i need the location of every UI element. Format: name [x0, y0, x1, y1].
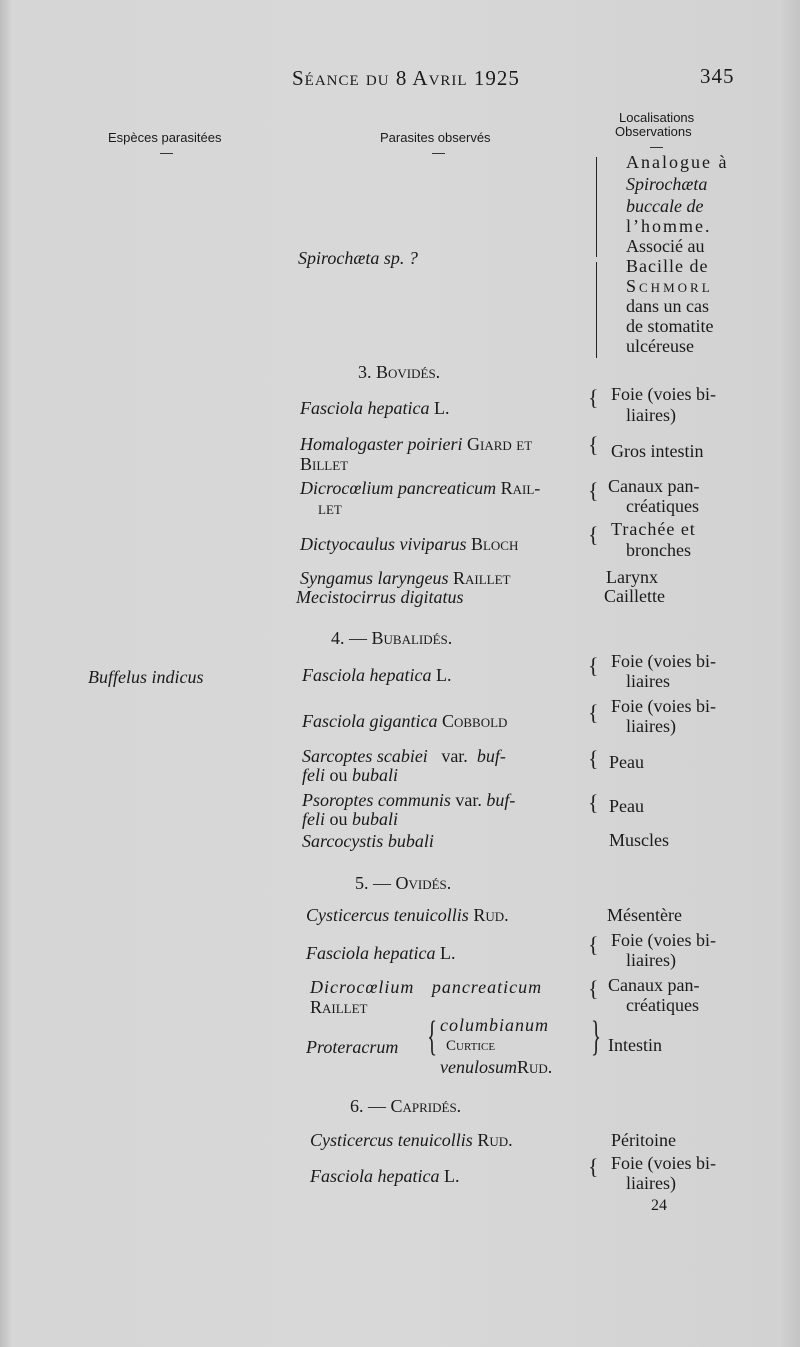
parasite-species: columbianum	[440, 1015, 549, 1035]
localisation-line: Canaux pan-	[608, 476, 700, 496]
column-dash-observations: —	[650, 139, 663, 154]
brace-mark: {	[588, 932, 599, 957]
host-species: Buffelus indicus	[88, 667, 204, 687]
observation-text: buccale de	[626, 196, 704, 216]
brace-mark: {	[588, 385, 599, 410]
parasite-author: Giard et	[467, 434, 533, 454]
localisation-line: Trachée et	[611, 519, 696, 539]
localisation-line: liaires)	[626, 716, 676, 736]
localisation-line: Gros intestin	[611, 441, 704, 461]
brace-mark: {	[588, 653, 599, 678]
brace-left: {	[427, 1014, 438, 1060]
localisation-line: créatiques	[626, 995, 699, 1015]
observation-line	[626, 196, 703, 217]
parasite-entry	[296, 587, 464, 608]
observation-line: Associé au	[626, 236, 705, 256]
parasite-name: Dictyocaulus viviparus	[300, 534, 467, 554]
brace-mark: {	[588, 432, 599, 457]
localisation-line: liaires)	[626, 405, 676, 425]
parasite-variety-name: feli	[302, 765, 325, 785]
brace-mark: {	[588, 746, 599, 771]
section-heading-caprides: 6. — Capridés.	[350, 1096, 462, 1116]
localisation-line: Foie (voies bi-	[611, 930, 716, 950]
parasite-name: Sarcocystis bubali	[302, 831, 434, 851]
observation-line: de stomatite	[626, 316, 714, 336]
parasite-variety: var.	[441, 746, 468, 766]
brace-mark: {	[588, 1154, 599, 1179]
signature-mark: 24	[651, 1197, 667, 1214]
localisation-line: Péritoine	[611, 1130, 676, 1150]
localisation-line: Peau	[609, 796, 644, 816]
parasite-author: Rail-	[500, 478, 541, 498]
parasite-name: Fasciola hepatica	[302, 665, 432, 685]
observation-line: Schmorl	[626, 276, 713, 296]
section-heading-bubalides: 4. — Bubalidés.	[331, 628, 453, 648]
page-number: 345	[700, 64, 735, 88]
parasite-name: Fasciola hepatica	[306, 943, 436, 963]
parasite-name: Syngamus laryngeus	[300, 568, 449, 588]
column-header-observations: Observations	[615, 124, 692, 139]
parasite-author: L.	[433, 398, 450, 418]
parasite-entry	[310, 1130, 513, 1151]
parasite-entry	[302, 665, 451, 686]
parasite-name: Mecistocirrus digitatus	[296, 587, 464, 607]
parasite-conjunction: ou	[329, 765, 348, 785]
brace-line-upper	[596, 157, 597, 257]
localisation-line: Foie (voies bi-	[611, 696, 716, 716]
parasite-name: Sarcoptes scabiei	[302, 746, 428, 766]
localisation-line: liaires	[626, 671, 670, 691]
parasite-variety: var.	[455, 790, 482, 810]
localisation-line: liaires)	[626, 1173, 676, 1193]
observation-line: l’homme.	[626, 216, 712, 236]
localisation-line: liaires)	[626, 950, 676, 970]
parasite-name: Dicrocœlium pancreaticum	[310, 977, 543, 997]
column-dash-species: —	[160, 145, 173, 160]
parasite-variety-name: feli	[302, 809, 325, 829]
parasite-author-cont: Billet	[300, 454, 349, 474]
parasite-entry	[310, 1166, 459, 1187]
parasite-spirochaeta: Spirochæta sp. ?	[298, 248, 418, 268]
parasite-entry-cont	[302, 765, 398, 786]
parasite-author: L.	[439, 943, 456, 963]
parasite-species: venulosum	[440, 1057, 517, 1077]
localisation-line: Canaux pan-	[608, 975, 700, 995]
localisation-line: Muscles	[609, 830, 669, 850]
brace-mark: {	[588, 976, 599, 1001]
localisation-line: bronches	[626, 540, 691, 560]
parasite-author: Rud.	[477, 1130, 513, 1150]
parasite-name: Psoroptes communis	[302, 790, 451, 810]
parasite-entry	[300, 434, 532, 455]
parasite-variety-name: bubali	[352, 809, 399, 829]
parasite-entry	[306, 943, 455, 964]
localisation-line: créatiques	[626, 496, 699, 516]
localisation-line: Larynx	[606, 567, 658, 587]
parasite-author-cont: let	[318, 498, 342, 518]
parasite-variety-name: bubali	[352, 765, 399, 785]
parasite-name: Homalogaster poirieri	[300, 434, 463, 454]
parasite-name: Fasciola hepatica	[310, 1166, 440, 1186]
column-header-parasites: Parasites observés	[380, 130, 491, 145]
parasite-entry	[440, 1057, 552, 1078]
parasite-entry	[306, 905, 509, 926]
localisation-line: Foie (voies bi-	[611, 651, 716, 671]
parasite-author: Raillet	[452, 568, 511, 588]
localisation-line: Peau	[609, 752, 644, 772]
parasite-author: Rud.	[473, 905, 509, 925]
section-heading-bovides: 3. Bovidés.	[358, 362, 441, 382]
parasite-variety-name: buf-	[476, 746, 506, 766]
brace-mark: {	[588, 478, 599, 503]
column-header-localisations: Localisations	[619, 110, 695, 125]
parasite-author: Raillet	[310, 997, 368, 1017]
parasite-name: Dicrocœlium pancreaticum	[300, 478, 497, 498]
parasite-author: Bloch	[470, 534, 519, 554]
parasite-name: Cysticercus tenuicollis	[306, 905, 469, 925]
localisation-line: Mésentère	[607, 905, 682, 925]
brace-right: }	[591, 1014, 602, 1060]
parasite-entry	[302, 746, 506, 767]
parasite-author: L.	[435, 665, 452, 685]
parasite-entry	[302, 711, 507, 732]
brace-mark: {	[588, 700, 599, 725]
brace-mark: {	[588, 790, 599, 815]
observation-line: ulcéreuse	[626, 336, 694, 356]
parasite-name: Fasciola hepatica	[300, 398, 430, 418]
parasite-entry	[300, 398, 449, 419]
observation-line: Bacille de	[626, 256, 709, 276]
parasite-author: Curtice	[446, 1038, 496, 1054]
observation-line: dans un cas	[626, 296, 709, 316]
observation-line: Analogue à	[626, 152, 729, 172]
parasite-name: Fasciola gigantica	[302, 711, 438, 731]
localisation-line: Foie (voies bi-	[611, 1153, 716, 1173]
parasite-entry	[300, 568, 510, 589]
localisation-line: Foie (voies bi-	[611, 384, 716, 404]
parasite-variety-name: buf-	[486, 790, 516, 810]
localisation-line: Caillette	[604, 586, 665, 606]
parasite-name: Cysticercus tenuicollis	[310, 1130, 473, 1150]
parasite-entry	[300, 478, 540, 499]
parasite-entry	[300, 534, 518, 555]
column-header-species: Espèces parasitées	[108, 130, 222, 145]
parasite-author: Rud.	[516, 1057, 553, 1077]
parasite-entry	[302, 790, 515, 811]
parasite-genus: Proteracrum	[306, 1037, 399, 1057]
running-title: Séance du 8 Avril 1925	[292, 66, 520, 90]
localisation-line: Intestin	[608, 1035, 662, 1055]
column-dash-parasites: —	[432, 145, 445, 160]
parasite-entry-cont	[302, 809, 398, 830]
brace-line-lower	[596, 262, 597, 358]
parasite-conjunction: ou	[329, 809, 348, 829]
parasite-author: L.	[443, 1166, 460, 1186]
observation-line: Spirochæta	[626, 174, 708, 194]
section-heading-ovides: 5. — Ovidés.	[355, 873, 452, 893]
brace-mark: {	[588, 522, 599, 547]
parasite-author: Cobbold	[441, 711, 508, 731]
